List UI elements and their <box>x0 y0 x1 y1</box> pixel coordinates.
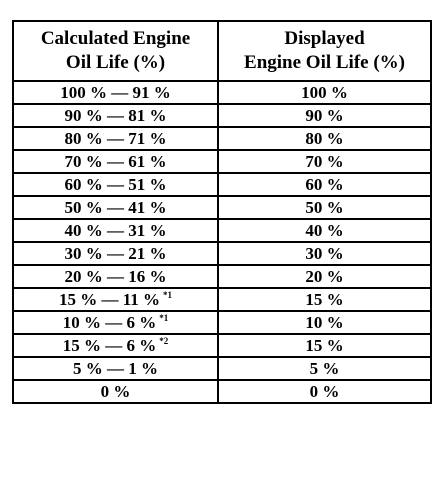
displayed-oil-life-value: 15 % <box>305 290 344 309</box>
calculated-oil-life-value: 20 % — 16 % <box>64 267 167 286</box>
header-row <box>13 21 431 81</box>
displayed-oil-life-value: 50 % <box>305 198 344 217</box>
header-calculated-oil-life <box>13 21 218 81</box>
calculated-oil-life-cell <box>13 380 218 403</box>
table-row <box>13 150 431 173</box>
table-row <box>13 311 431 334</box>
table-row <box>13 334 431 357</box>
footnote-marker: *1 <box>163 290 173 300</box>
calculated-oil-life-value: 80 % — 71 % <box>64 129 167 148</box>
displayed-oil-life-cell <box>218 196 431 219</box>
header-displayed-line2: Engine Oil Life (%) <box>244 52 406 73</box>
table-row <box>13 357 431 380</box>
table-row <box>13 288 431 311</box>
displayed-oil-life-cell <box>218 380 431 403</box>
calculated-oil-life-cell <box>13 81 218 104</box>
calculated-oil-life-cell <box>13 265 218 288</box>
displayed-oil-life-value: 80 % <box>305 129 344 148</box>
calculated-oil-life-cell <box>13 288 218 311</box>
calculated-oil-life-cell <box>13 219 218 242</box>
table-row <box>13 81 431 104</box>
table-row <box>13 196 431 219</box>
displayed-oil-life-value: 90 % <box>305 106 344 125</box>
displayed-oil-life-cell <box>218 288 431 311</box>
displayed-oil-life-value: 20 % <box>305 267 344 286</box>
calculated-oil-life-value: 5 % — 1 % <box>73 359 159 378</box>
footnote-marker: *2 <box>159 336 169 346</box>
oil-life-table <box>12 20 432 404</box>
displayed-oil-life-cell <box>218 104 431 127</box>
calculated-oil-life-value: 10 % — 6 % <box>62 313 157 332</box>
footnote-marker: *1 <box>159 313 169 323</box>
displayed-oil-life-value: 40 % <box>305 221 344 240</box>
displayed-oil-life-cell <box>218 219 431 242</box>
calculated-oil-life-cell <box>13 334 218 357</box>
header-calculated-line1: Calculated Engine <box>40 28 191 49</box>
calculated-oil-life-cell <box>13 311 218 334</box>
calculated-oil-life-cell <box>13 127 218 150</box>
table-row <box>13 104 431 127</box>
displayed-oil-life-value: 70 % <box>305 152 344 171</box>
header-calculated-line2: Oil Life (%) <box>65 52 166 73</box>
table-row <box>13 127 431 150</box>
header-displayed-line1: Displayed <box>284 28 365 49</box>
displayed-oil-life-value: 10 % <box>305 313 344 332</box>
displayed-oil-life-value: 60 % <box>305 175 344 194</box>
calculated-oil-life-cell <box>13 242 218 265</box>
table-row <box>13 380 431 403</box>
displayed-oil-life-cell <box>218 242 431 265</box>
calculated-oil-life-value: 30 % — 21 % <box>64 244 167 263</box>
displayed-oil-life-value: 30 % <box>305 244 344 263</box>
calculated-oil-life-value: 70 % — 61 % <box>64 152 167 171</box>
calculated-oil-life-value: 40 % — 31 % <box>64 221 167 240</box>
displayed-oil-life-value: 100 % <box>301 83 348 102</box>
displayed-oil-life-cell <box>218 334 431 357</box>
table-row <box>13 265 431 288</box>
displayed-oil-life-cell <box>218 150 431 173</box>
calculated-oil-life-cell <box>13 173 218 196</box>
displayed-oil-life-cell <box>218 81 431 104</box>
calculated-oil-life-cell <box>13 104 218 127</box>
calculated-oil-life-value: 15 % — 11 % <box>58 290 161 309</box>
calculated-oil-life-cell <box>13 196 218 219</box>
calculated-oil-life-value: 100 % — 91 % <box>60 83 171 102</box>
displayed-oil-life-cell <box>218 311 431 334</box>
calculated-oil-life-value: 50 % — 41 % <box>64 198 167 217</box>
table-row <box>13 173 431 196</box>
calculated-oil-life-value: 15 % — 6 % <box>62 336 157 355</box>
displayed-oil-life-cell <box>218 127 431 150</box>
table-row <box>13 242 431 265</box>
table-row <box>13 219 431 242</box>
table-body <box>13 81 431 403</box>
calculated-oil-life-cell <box>13 357 218 380</box>
displayed-oil-life-cell <box>218 173 431 196</box>
calculated-oil-life-value: 60 % — 51 % <box>64 175 167 194</box>
displayed-oil-life-value: 15 % <box>305 336 344 355</box>
displayed-oil-life-cell <box>218 357 431 380</box>
calculated-oil-life-value: 0 % <box>100 382 131 401</box>
calculated-oil-life-cell <box>13 150 218 173</box>
displayed-oil-life-value: 0 % <box>309 382 340 401</box>
header-displayed-oil-life <box>218 21 431 81</box>
displayed-oil-life-cell <box>218 265 431 288</box>
calculated-oil-life-value: 90 % — 81 % <box>64 106 167 125</box>
displayed-oil-life-value: 5 % <box>309 359 340 378</box>
